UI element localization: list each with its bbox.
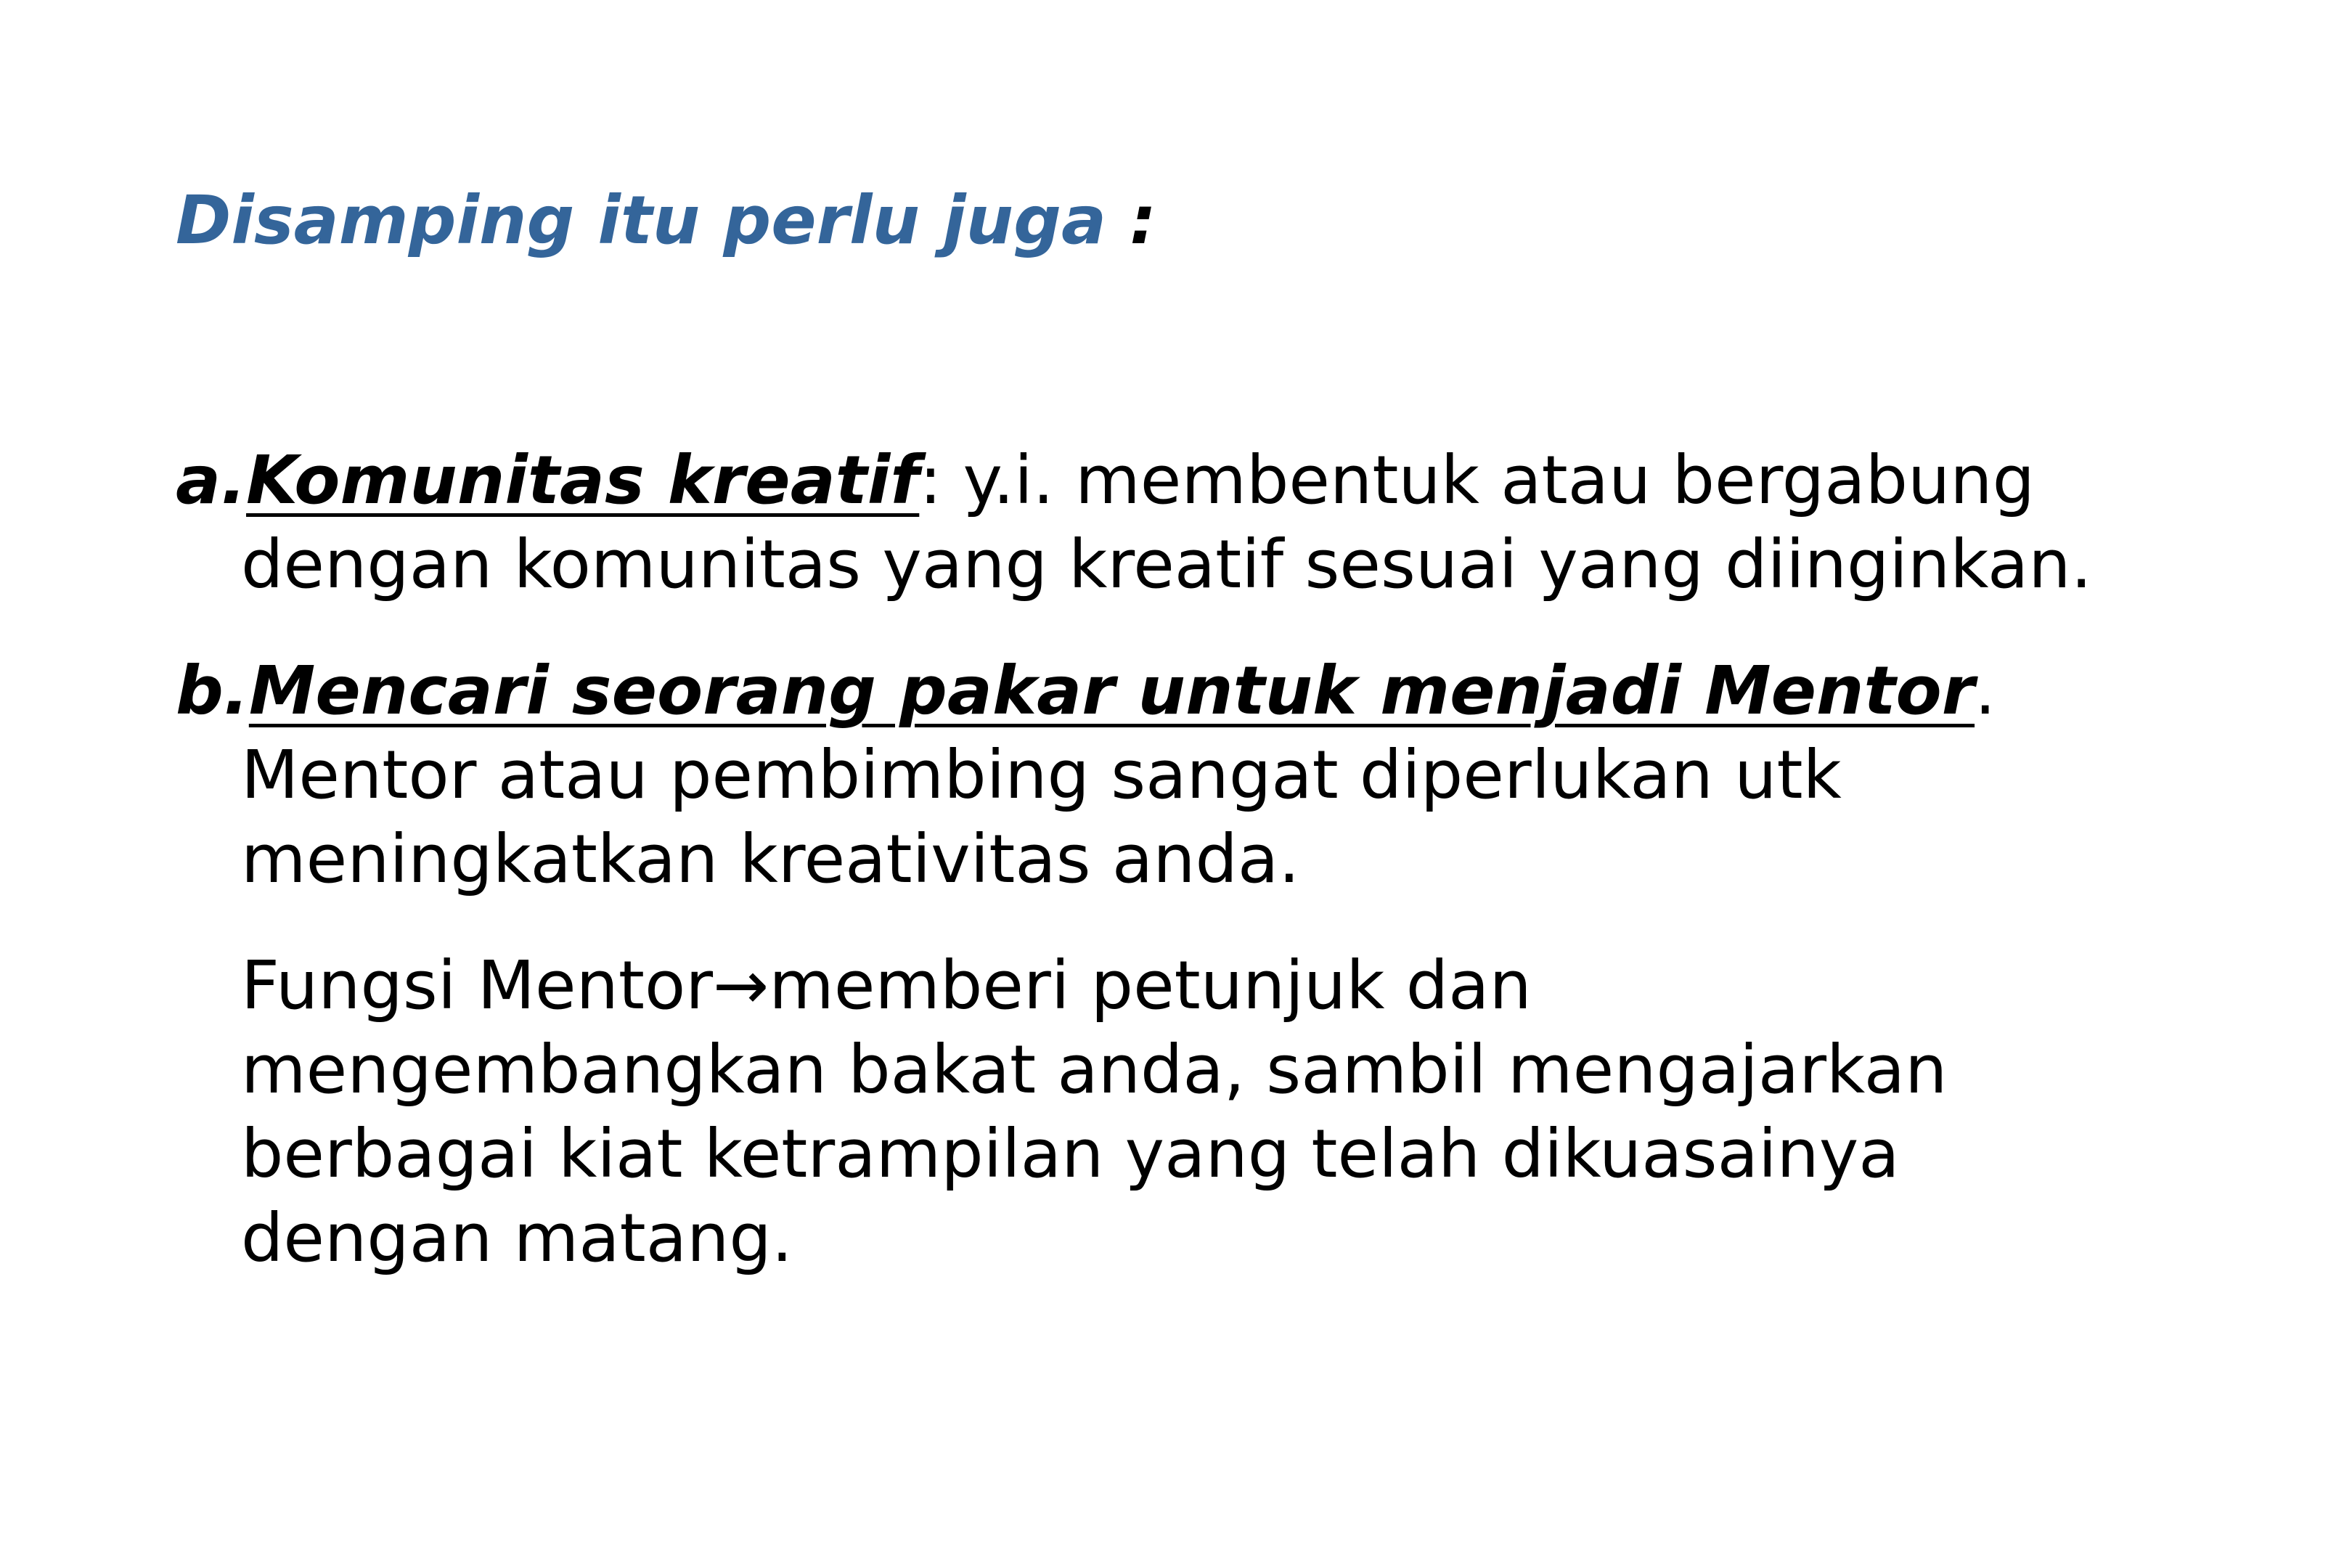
list-item-b-line3: meningkatkan kreativitas anda. <box>241 820 1300 898</box>
list-item-b <box>176 649 1996 902</box>
slide-title <box>176 181 1156 259</box>
title-colon: : <box>1130 181 1156 259</box>
fungsi-mentor-paragraph <box>241 944 1947 1281</box>
list-item-b-line2: Mentor atau pembimbing sangat diperlukan utk <box>241 736 1842 814</box>
list-item-a-text: : y.i. membentuk atau bergabung <box>919 441 2035 519</box>
title-text: Disamping itu perlu juga <box>176 181 1107 259</box>
fungsi-line4: dengan matang. <box>241 1199 793 1277</box>
fungsi-line3: berbagai kiat ketrampilan yang telah dikuasainya <box>241 1115 1900 1193</box>
list-marker-a: a. <box>176 441 247 519</box>
list-marker-b: b. <box>176 652 249 730</box>
list-item-b-line1 <box>176 649 1996 733</box>
list-item-b-period: . <box>1975 652 1996 730</box>
list-item-a-line2: dengan komunitas yang kreatif sesuai yang diinginkan. <box>241 526 2092 603</box>
fungsi-line2: mengembangkan bakat anda, sambil mengajarkan <box>241 1031 1948 1108</box>
list-item-a <box>176 438 2092 607</box>
fungsi-line1: Fungsi Mentor→memberi petunjuk dan <box>241 947 1532 1024</box>
list-item-b-heading: Mencari seorang pakar untuk menjadi Mentor <box>248 652 1975 730</box>
list-item-a-line1 <box>176 438 2092 523</box>
list-item-a-heading: Komunitas kreatif <box>246 441 920 519</box>
